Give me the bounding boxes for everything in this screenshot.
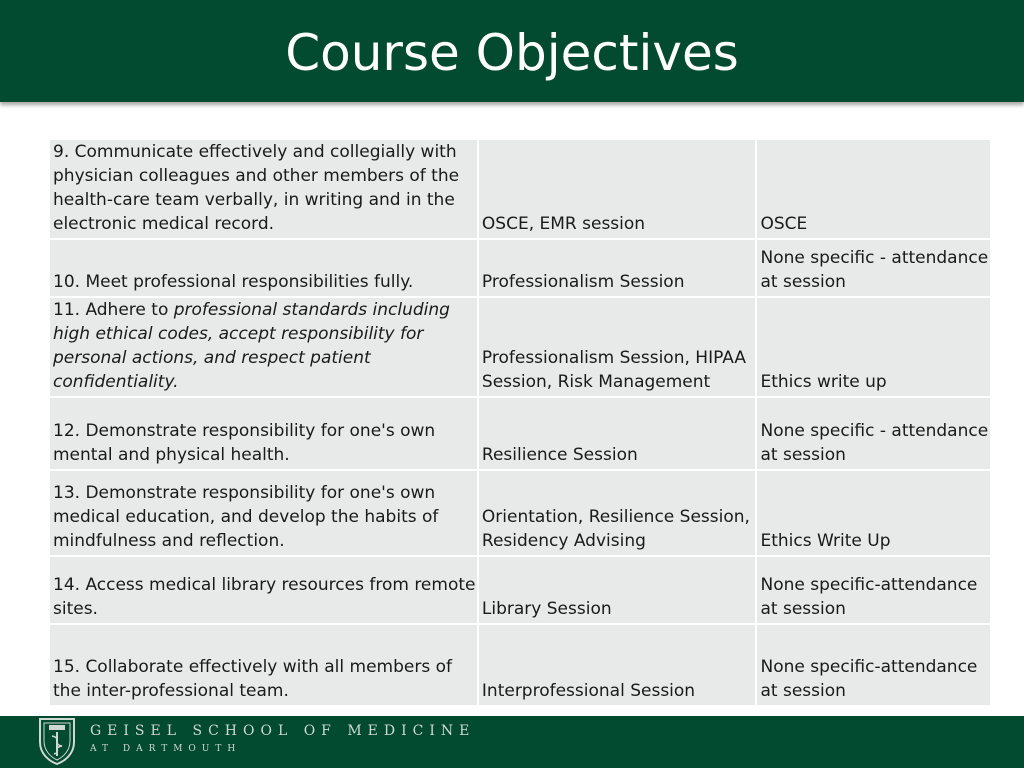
objective-cell <box>49 297 478 397</box>
activity-cell: OSCE, EMR session <box>478 139 757 239</box>
table-row <box>49 397 991 470</box>
school-subtitle: AT DARTMOUTH <box>90 744 242 754</box>
activity-cell: Professionalism Session <box>478 239 757 297</box>
assessment-cell: None specific-attendance at session <box>756 624 991 706</box>
objective-cell: 13. Demonstrate responsibility for one's own medical education, and develop the habits of mindfulness and reflection. <box>49 470 478 556</box>
assessment-cell: None specific-attendance at session <box>756 556 991 624</box>
table-row <box>49 556 991 624</box>
objective-cell: 10. Meet professional responsibilities fully. <box>49 239 478 297</box>
dartmouth-seal-icon <box>38 716 76 766</box>
school-name: GEISEL SCHOOL OF MEDICINE <box>90 723 476 739</box>
table-row <box>49 624 991 706</box>
assessment-cell: None specific - attendance at session <box>756 239 991 297</box>
assessment-cell: None specific - attendance at session <box>756 397 991 470</box>
objective-cell: 9. Communicate effectively and collegially with physician colleagues and other members of the health-care team verbally, in writing and in the electronic medical record. <box>49 139 478 239</box>
table-row <box>49 139 991 239</box>
assessment-cell: OSCE <box>756 139 991 239</box>
table-row <box>49 297 991 397</box>
table-row <box>49 470 991 556</box>
activity-cell: Resilience Session <box>478 397 757 470</box>
activity-cell: Interprofessional Session <box>478 624 757 706</box>
assessment-cell: Ethics write up <box>756 297 991 397</box>
objective-italic: professional standards including high ethical codes, accept responsibility for personal actions, and respect patient confidentiality. <box>53 300 450 392</box>
activity-cell: Professionalism Session, HIPAA Session, Risk Management <box>478 297 757 397</box>
objective-cell: 14. Access medical library resources from remote sites. <box>49 556 478 624</box>
assessment-cell: Ethics Write Up <box>756 470 991 556</box>
activity-cell: Orientation, Resilience Session, Residency Advising <box>478 470 757 556</box>
slide-title: Course Objectives <box>285 24 739 82</box>
objective-cell: 12. Demonstrate responsibility for one's own mental and physical health. <box>49 397 478 470</box>
table-row <box>49 239 991 297</box>
objective-cell: 15. Collaborate effectively with all members of the inter-professional team. <box>49 624 478 706</box>
activity-cell: Library Session <box>478 556 757 624</box>
objectives-table <box>48 138 992 707</box>
objective-prefix: 11. Adhere to <box>53 300 174 320</box>
